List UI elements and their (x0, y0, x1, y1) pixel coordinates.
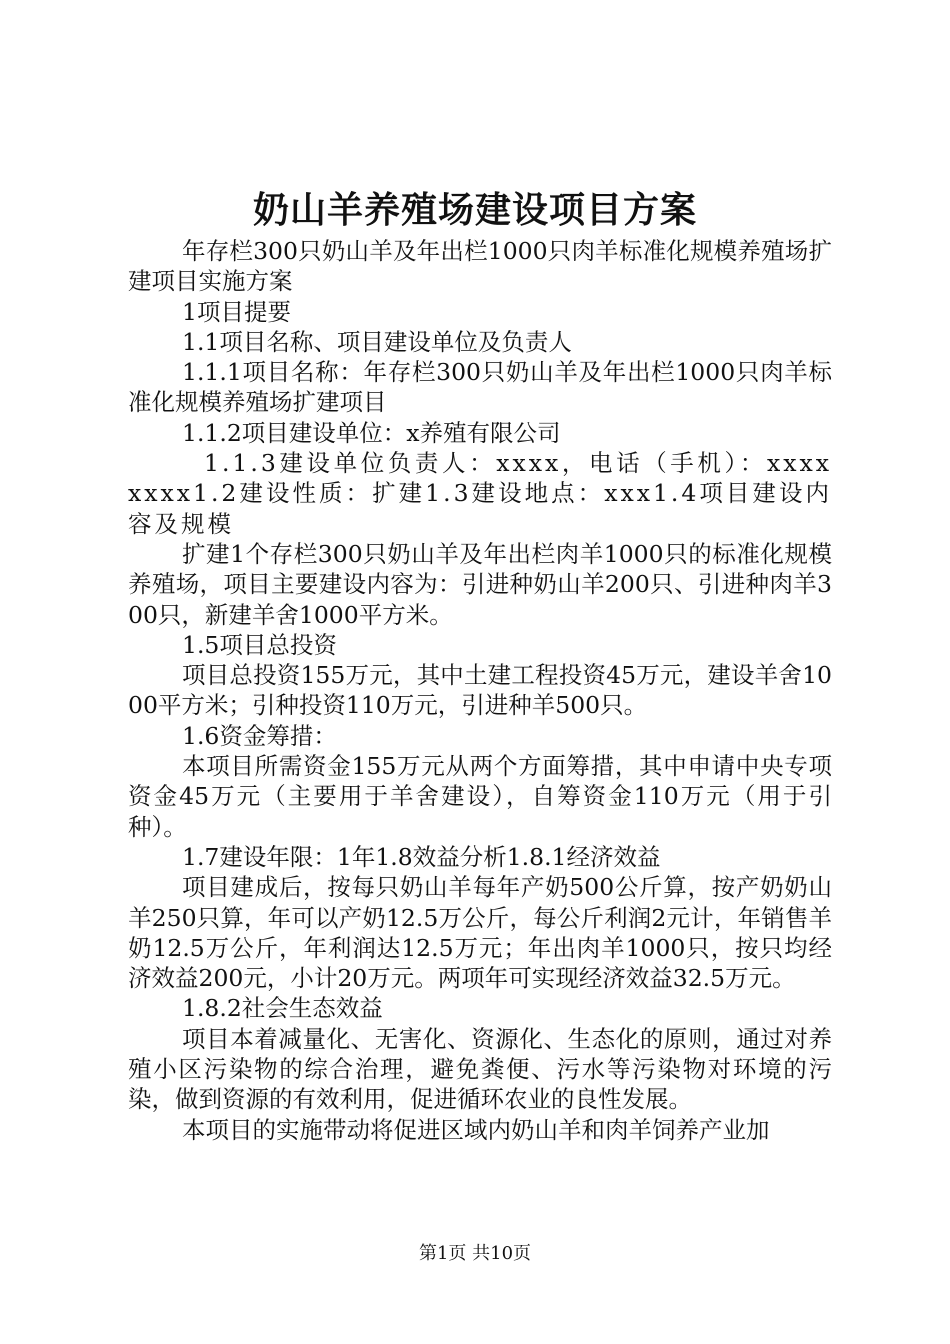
document-body (128, 236, 832, 1145)
section-heading: 1.1项目名称、项目建设单位及负责人 (182, 327, 572, 356)
paragraph: 1.1.1项目名称：年存栏300只奶山羊及年出栏1000只肉羊标准化规模养殖场扩建项目 (128, 358, 832, 417)
document-title: 奶山羊养殖场建设项目方案 (252, 189, 697, 231)
paragraph: 项目总投资155万元，其中土建工程投资45万元，建设羊舍1000平方米；引种投资110万元，引进种羊500只。 (128, 661, 832, 720)
paragraph: 1.1.3建设单位负责人：xxxx，电话（手机）：xxxxxxxx1.2建设性质：扩建1.3建设地点：xxx1.4项目建设内容及规模 (128, 449, 832, 538)
paragraph: 项目本着减量化、无害化、资源化、生态化的原则，通过对养殖小区污染物的综合治理，避免粪便、污水等污染物对环境的污染，做到资源的有效利用，促进循环农业的良性发展。 (128, 1024, 832, 1114)
section-heading: 1项目提要 (182, 297, 291, 326)
paragraph: 1.1.2项目建设单位：x养殖有限公司 (182, 418, 561, 447)
paragraph: 年存栏300只奶山羊及年出栏1000只肉羊标准化规模养殖场扩建项目实施方案 (128, 237, 832, 296)
section-heading: 1.7建设年限：1年1.8效益分析1.8.1经济效益 (182, 842, 661, 871)
section-heading: 1.6资金筹措： (182, 721, 337, 750)
paragraph: 项目建成后，按每只奶山羊每年产奶500公斤算，按产奶奶山羊250只算，年可以产奶12.5万公斤，每公斤利润2元计，年销售羊奶12.5万公斤，年利润达12.5万元；年出肉羊1000只，按只均经济效益200元，小计20万元。两项年可实现经济效益32.5万元。 (128, 873, 832, 993)
section-heading: 1.5项目总投资 (182, 630, 337, 659)
section-heading: 1.8.2社会生态效益 (182, 994, 383, 1023)
paragraph: 本项目所需资金155万元从两个方面筹措，其中申请中央专项资金45万元（主要用于羊舍建设），自筹资金110万元（用于引种）。 (128, 752, 832, 841)
paragraph: 本项目的实施带动将促进区域内奶山羊和肉羊饲养产业加 (182, 1115, 770, 1144)
page-footer: 第1页 共10页 (418, 1243, 532, 1264)
paragraph: 扩建1个存栏300只奶山羊及年出栏肉羊1000只的标准化规模养殖场，项目主要建设内容为：引进种奶山羊200只、引进种肉羊300只，新建羊舍1000平方米。 (128, 539, 832, 629)
